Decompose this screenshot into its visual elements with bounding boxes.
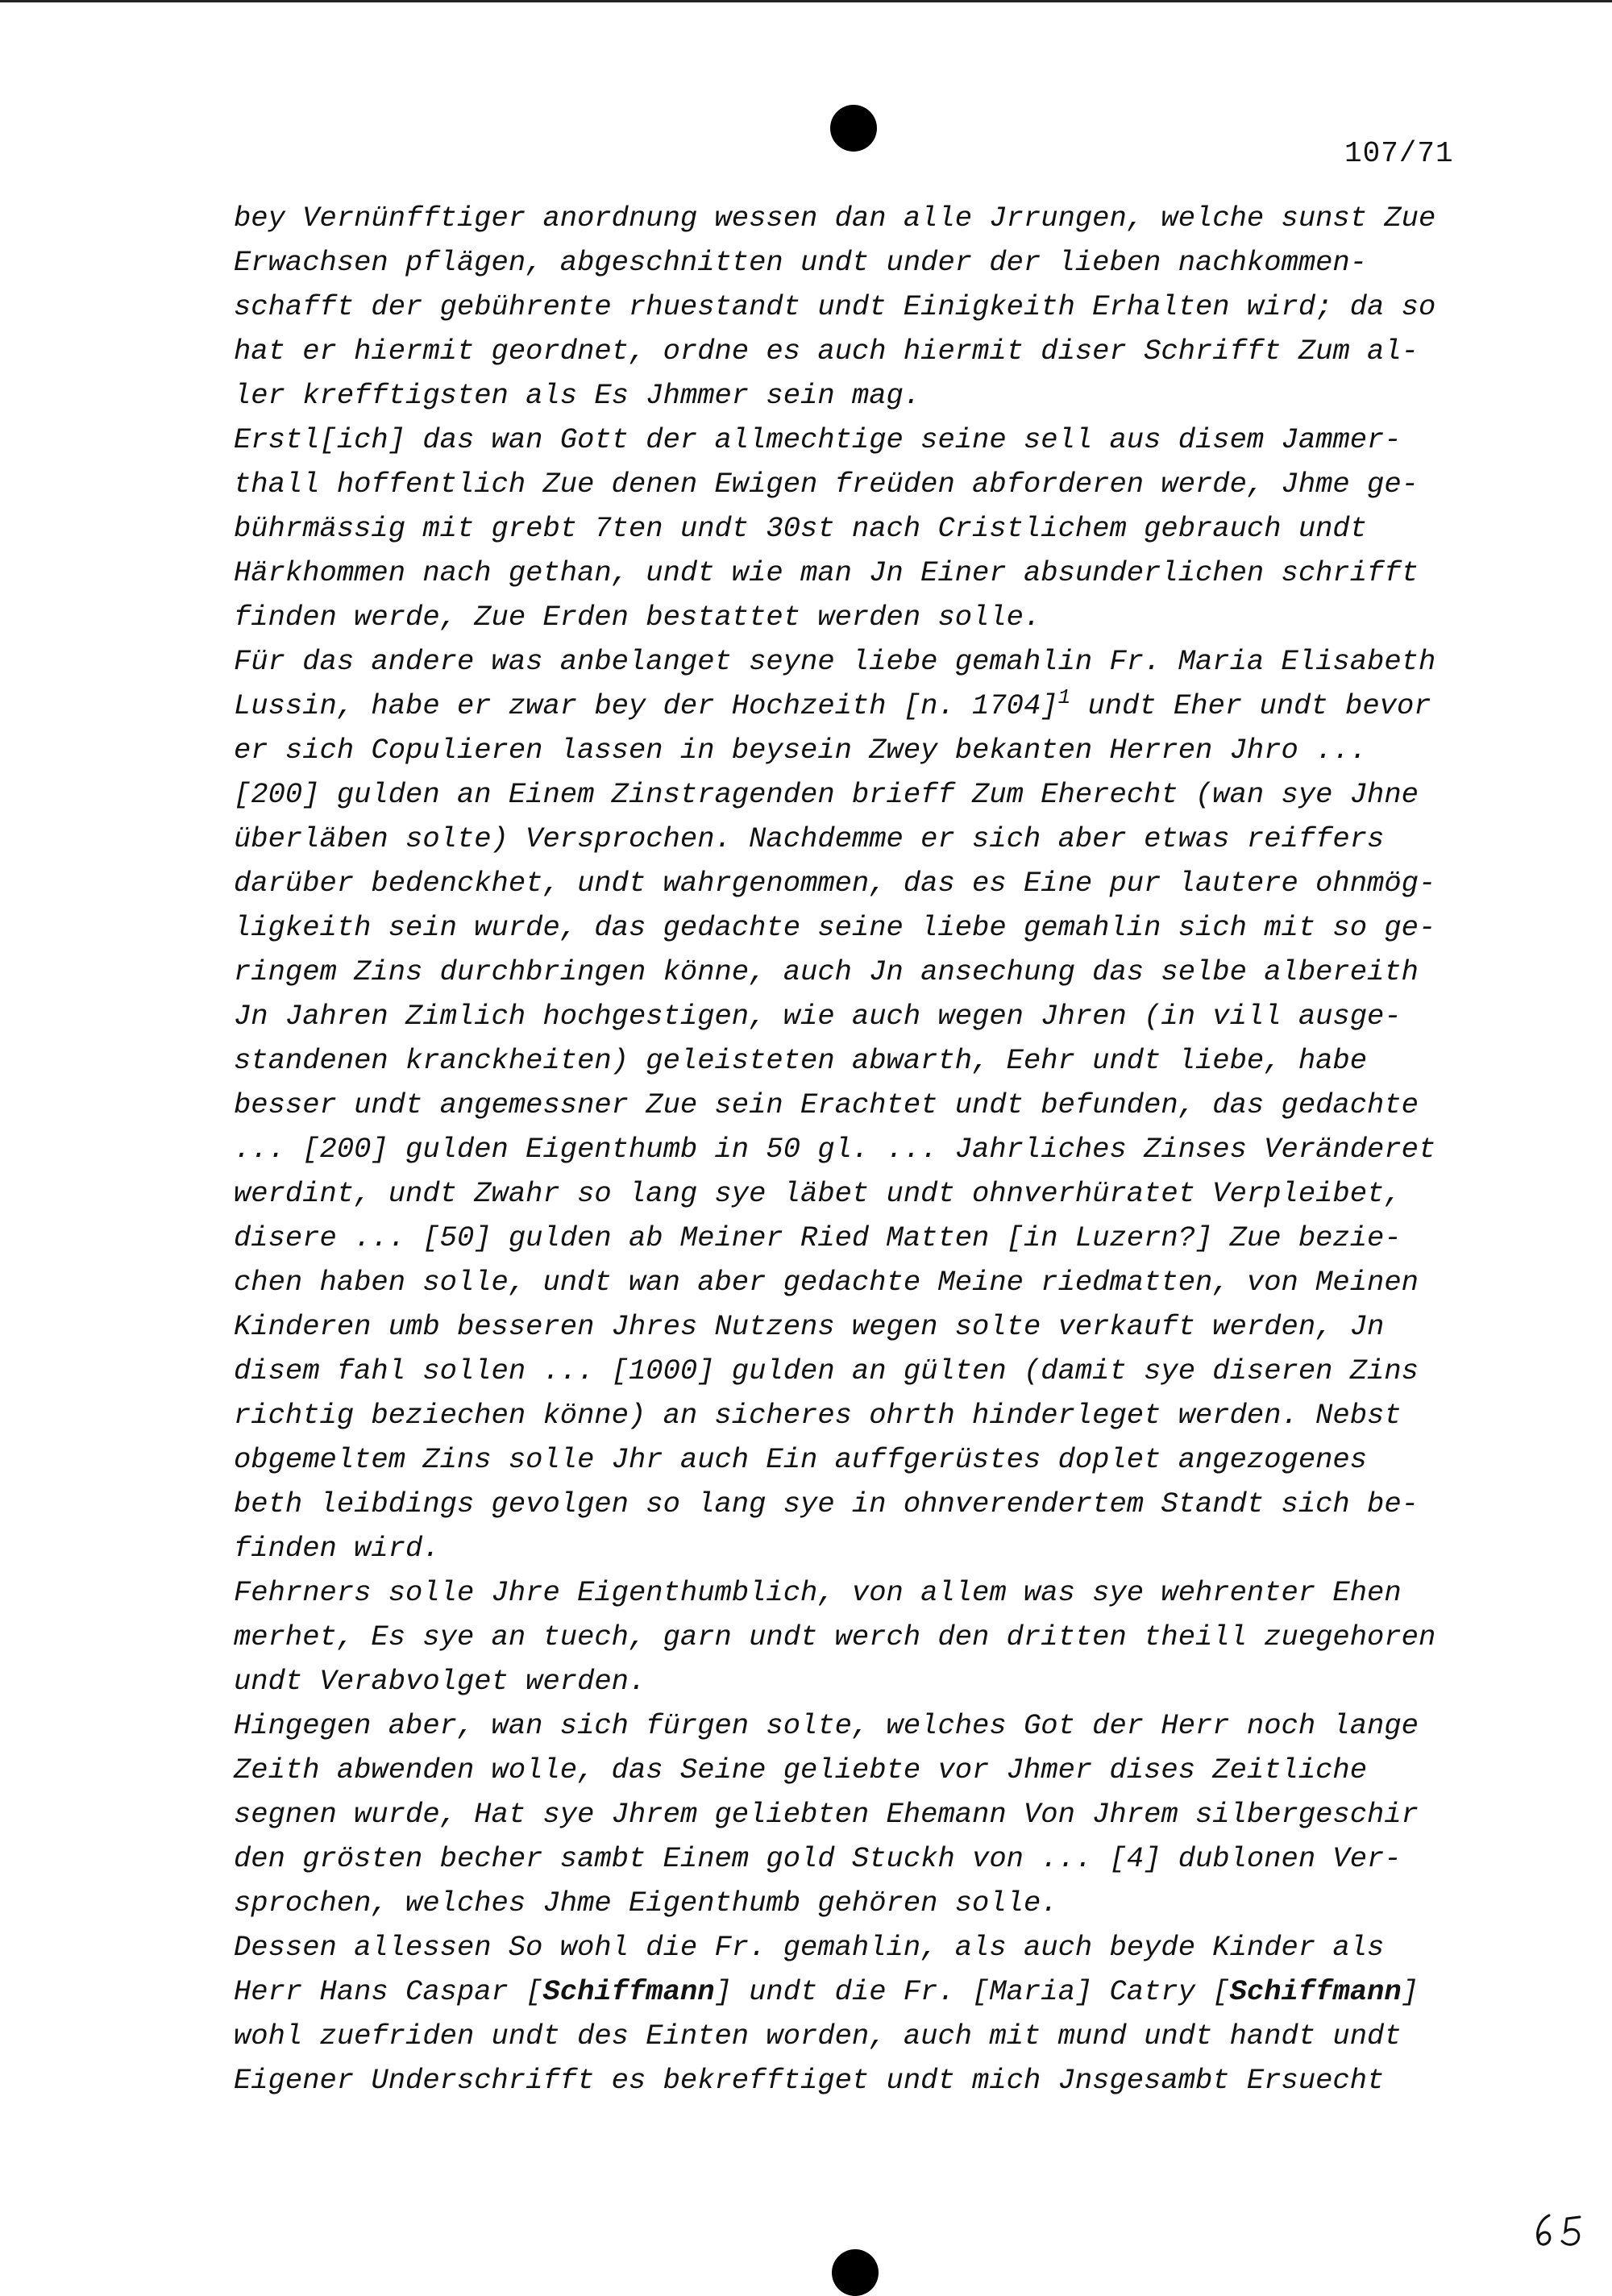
text-line: sprochen, welches Jhme Eigenthumb gehören solle. [234,1886,1058,1920]
text-line: Für das andere was anbelanget seyne liebe gemahlin Fr. Maria Elisabeth [234,645,1436,678]
text-line: den grösten becher sambt Einem gold Stuckh von ... [4] dublonen Ver- [234,1842,1402,1875]
text-line-with-footnote [234,684,1491,728]
text-line: Dessen allessen So wohl die Fr. gemahlin, als auch beyde Kinder als [234,1931,1385,1964]
text-line: Hingegen aber, wan sich fürgen solte, welches Got der Herr noch lange [234,1709,1419,1742]
text-line: merhet, Es sye an tuech, garn undt werch den dritten theill zuegehoren [234,1620,1436,1653]
text-line: Jn Jahren Zimlich hochgestigen, wie auch wegen Jhren (in vill ausge- [234,1000,1402,1033]
footnote-marker: 1 [1057,685,1071,710]
text-line: Härkhommen nach gethan, undt wie man Jn Einer absunderlichen schrifft [234,556,1419,589]
text-line: bührmässig mit grebt 7ten undt 30st nach Cristlichem gebrauch undt [234,512,1368,545]
text-line: überläben solte) Versprochen. Nachdemme er sich aber etwas reiffers [234,822,1385,855]
text-line: ligkeith sein wurde, das gedachte seine liebe gemahlin sich mit so ge- [234,911,1436,944]
text-line: disere ... [50] gulden ab Meiner Ried Matten [in Luzern?] Zue bezie- [234,1221,1402,1254]
text-line: obgemeltem Zins solle Jhr auch Ein auffgerüstes doplet angezogenes [234,1443,1368,1476]
text-line: werdint, undt Zwahr so lang sye läbet undt ohnverhüratet Verpleibet, [234,1177,1402,1210]
text-line: [200] gulden an Einem Zinstragenden brieff Zum Eherecht (wan sye Jhne [234,778,1419,811]
text-line: beth leibdings gevolgen so lang sye in ohnverendertem Standt sich be- [234,1487,1419,1520]
text-line: ringem Zins durchbringen könne, auch Jn ansechung das selbe albereith [234,955,1419,988]
surname-bold: Schiffmann [542,1975,715,2008]
text-line: wohl zuefriden undt des Einten worden, auch mit mund undt handt undt [234,2019,1402,2053]
text-line: undt Verabvolget werden. [234,1665,646,1698]
top-scan-edge [0,0,1612,2]
text-line: Kinderen umb besseren Jhres Nutzens wegen solte verkauft werden, Jn [234,1310,1385,1343]
text-line: segnen wurde, Hat sye Jhrem geliebten Ehemann Von Jhrem silbergeschir [234,1798,1419,1831]
text-line: ... [200] gulden Eigenthumb in 50 gl. ... Jahrliches Zinses Veränderet [234,1133,1436,1166]
text-line: richtig beziechen könne) an sicheres ohrth hinderleget werden. Nebst [234,1399,1402,1432]
text-line: disem fahl sollen ... [1000] gulden an gülten (damit sye diseren Zins [234,1354,1419,1387]
text-line-with-names [234,1969,1491,2014]
text-line: Erwachsen pflägen, abgeschnitten undt under der lieben nachkommen- [234,246,1368,279]
surname-bold: Schiffmann [1229,1975,1402,2008]
text-line: schafft der gebührente rhuestandt undt Einigkeith Erhalten wird; da so [234,290,1436,323]
line-segment: Herr Hans Caspar [ [234,1975,543,2008]
text-line: er sich Copulieren lassen in beysein Zwey bekanten Herren Jhro ... [234,734,1368,767]
text-line: chen haben solle, undt wan aber gedachte Meine riedmatten, von Meinen [234,1266,1419,1299]
line-segment: ] undt die Fr. [Maria] Catry [ [714,1975,1230,2008]
line-segment: undt Eher undt bevor [1070,689,1431,722]
text-line: finden werde, Zue Erden bestattet werden solle. [234,601,1041,634]
line-segment: ] [1401,1975,1419,2008]
punch-hole-top [830,105,877,152]
text-line: bey Vernünfftiger anordnung wessen dan alle Jrrungen, welche sunst Zue [234,202,1436,235]
punch-hole-bottom [832,2249,879,2296]
text-line: standenen kranckheiten) geleisteten abwarth, Eehr undt liebe, habe [234,1044,1368,1077]
text-line: besser undt angemessner Zue sein Erachtet undt befunden, das gedachte [234,1088,1419,1121]
text-line: finden wird. [234,1532,440,1565]
handwritten-page-mark [1531,2209,1588,2249]
page-number: 107/71 [1344,137,1454,170]
document-body [234,196,1491,2103]
text-line: Zeith abwenden wolle, das Seine geliebte vor Jhmer dises Zeitliche [234,1753,1368,1786]
text-line: Eigener Underschrifft es bekrefftiget undt mich Jnsgesambt Ersuecht [234,2064,1385,2097]
text-line: ler krefftigsten als Es Jhmmer sein mag. [234,379,921,412]
line-segment: Lussin, habe er zwar bey der Hochzeith [n. 1704] [234,689,1058,722]
text-line: Fehrners solle Jhre Eigenthumblich, von allem was sye wehrenter Ehen [234,1576,1402,1609]
text-line: Erstl[ich] das wan Gott der allmechtige seine sell aus disem Jammer- [234,423,1402,456]
text-line: hat er hiermit geordnet, ordne es auch hiermit diser Schrifft Zum al- [234,335,1419,368]
text-line: darüber bedenckhet, undt wahrgenommen, das es Eine pur lautere ohnmög- [234,867,1436,900]
text-line: thall hoffentlich Zue denen Ewigen freüden abforderen werde, Jhme ge- [234,468,1419,501]
